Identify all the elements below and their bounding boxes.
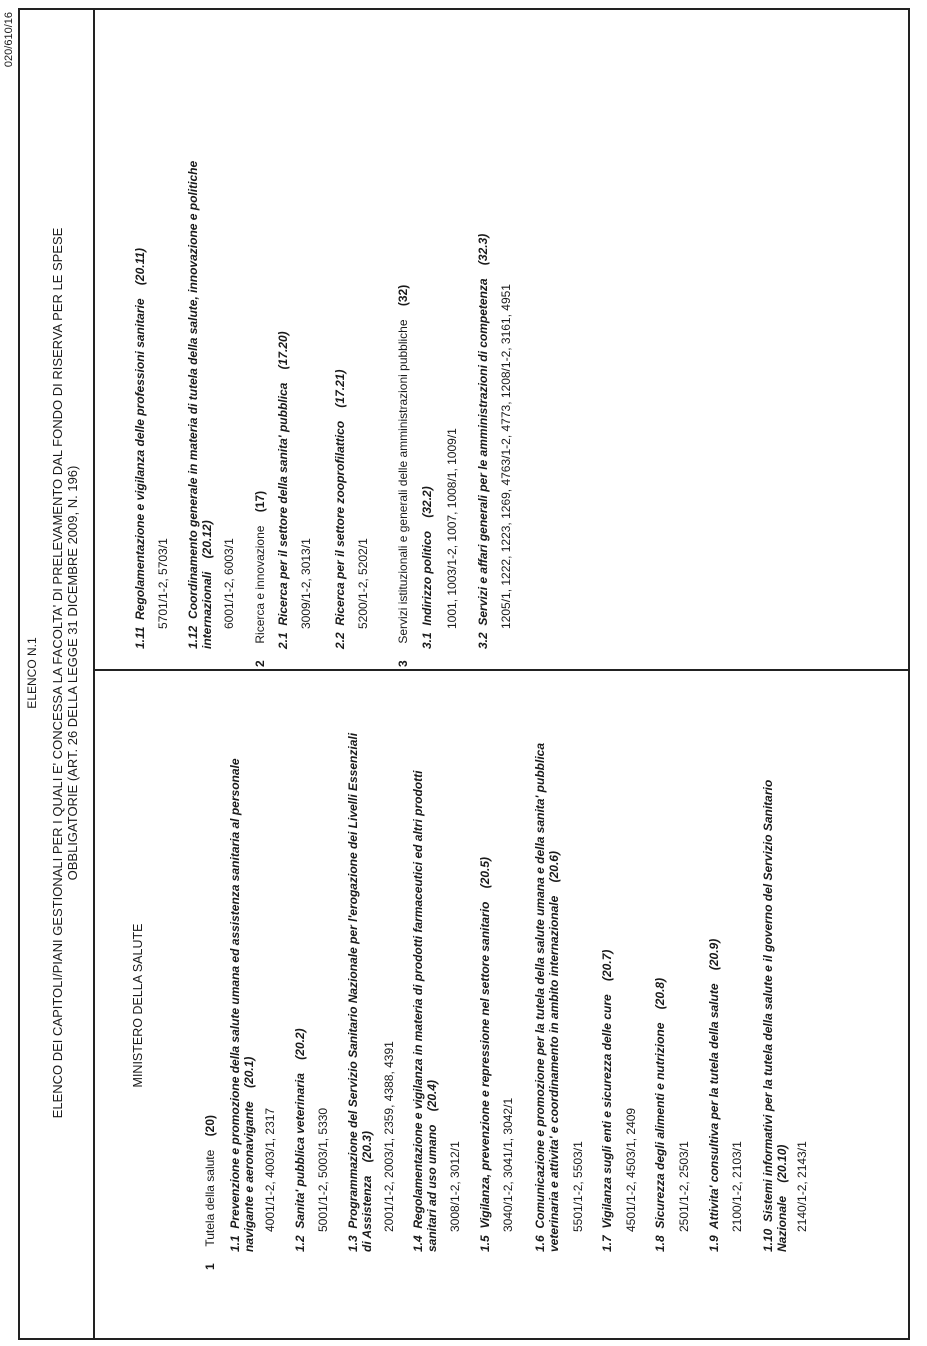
- item-1-10-cont: [775, 1145, 789, 1252]
- section-title: Servizi istituzionali e generali delle amministrazioni pubbliche: [396, 319, 410, 644]
- item-code: (20.8): [653, 977, 667, 1010]
- item-title-line1: Comunicazione e promozione per la tutela della salute umana e della sanita' pubblica: [533, 743, 547, 1229]
- item-title-line1: Prevenzione e promozione della salute umana ed assistenza sanitaria al personale: [228, 758, 242, 1229]
- item-number: 1.1: [228, 1235, 242, 1252]
- item-1-6: [533, 743, 547, 1252]
- item-number: 1.7: [600, 1235, 614, 1252]
- item-1-4-codes: 3008/1-2, 3012/1: [448, 1141, 462, 1232]
- item-1-9: [707, 939, 721, 1252]
- item-2-2: [333, 370, 347, 649]
- section-number: 3: [396, 660, 410, 667]
- item-1-6-codes: 5501/1-2, 5503/1: [571, 1141, 585, 1232]
- item-code: (20.10): [775, 1144, 789, 1183]
- item-1-3-codes: 2001/1-2, 2003/1, 2359, 4388, 4391: [382, 1041, 396, 1232]
- item-code: (20.7): [600, 949, 614, 981]
- item-title-line2: veterinaria e attivita' e coordinamento in ambito internazionale: [547, 895, 561, 1252]
- item-number: 1.6: [533, 1235, 547, 1252]
- item-1-4-cont: [425, 1080, 439, 1252]
- item-title: Vigilanza sugli enti e sicurezza delle cure: [600, 994, 614, 1229]
- item-code: (32.3): [476, 233, 490, 266]
- item-code: (20.6): [547, 851, 561, 883]
- item-number: 1.9: [707, 1235, 721, 1252]
- item-1-7-codes: 4501/1-2, 4503/1, 2409: [624, 1107, 638, 1232]
- item-code: (20.9): [707, 938, 721, 971]
- item-code: (20.4): [425, 1079, 439, 1112]
- item-number: 1.5: [478, 1235, 492, 1252]
- item-1-10-codes: 2140/1-2, 2143/1: [795, 1141, 809, 1232]
- left-column: [93, 671, 809, 1340]
- title-line-1: ELENCO DEI CAPITOLI/PIANI GESTIONALI PER I QUALI E' CONCESSA LA FACOLTA' DI PRELEVAMENTO DAL FONDO DI RISERVA PER LE SPESE: [50, 227, 65, 1119]
- item-number: 2.2: [333, 632, 347, 649]
- section-code: (20): [203, 1115, 217, 1137]
- item-1-1-cont: [242, 1057, 256, 1252]
- item-1-11: [133, 248, 147, 649]
- item-1-2: [293, 1028, 307, 1252]
- ministry-title: MINISTERO DELLA SALUTE: [131, 923, 145, 1088]
- item-number: 1.11: [133, 626, 147, 649]
- item-1-5-codes: 3040/1-2, 3041/1, 3042/1: [501, 1097, 515, 1232]
- elenco-label: ELENCO N.1: [25, 637, 39, 709]
- item-title: Sanita' pubblica veterinaria: [293, 1073, 307, 1229]
- item-2-1-codes: 3009/1-2, 3013/1: [299, 538, 313, 629]
- item-code: (32.2): [420, 486, 434, 518]
- item-3-2-codes: 1205/1, 1222, 1223, 1269, 4763/1-2, 4773, 1208/1-2, 3161, 4951: [499, 284, 513, 629]
- item-1-9-codes: 2100/1-2, 2103/1: [730, 1141, 744, 1232]
- item-title: Servizi e affari generali per le amministrazioni di competenza: [476, 278, 490, 626]
- item-code: (20.5): [478, 856, 492, 889]
- item-1-3-cont: [360, 1131, 374, 1252]
- item-title: Ricerca per il settore della sanita' pubblica: [276, 382, 290, 626]
- item-number: 1.12: [186, 625, 200, 649]
- item-title-line2: sanitari ad uso umano: [425, 1124, 439, 1252]
- item-3-2: [476, 234, 490, 649]
- item-title-line2: internazionali: [200, 571, 214, 649]
- item-title: Regolamentazione e vigilanza delle professioni sanitarie: [133, 298, 147, 620]
- item-title: Vigilanza, prevenzione e repressione nel settore sanitario: [478, 901, 492, 1229]
- item-number: 2.1: [276, 632, 290, 649]
- item-code: (20.2): [293, 1028, 307, 1060]
- item-number: 1.2: [293, 1235, 307, 1252]
- item-title-line2: Nazionale: [775, 1195, 789, 1252]
- item-3-1: [420, 486, 434, 649]
- item-title: Sicurezza degli alimenti e nutrizione: [653, 1022, 667, 1229]
- item-title-line1: Regolamentazione e vigilanza in materia di prodotti farmaceutici ed altri prodotti: [411, 770, 425, 1229]
- item-1-2-codes: 5001/1-2, 5003/1, 5330: [316, 1107, 330, 1232]
- document-header: [25, 0, 81, 1346]
- item-code: (17.21): [333, 369, 347, 408]
- item-number: 3.2: [476, 632, 490, 649]
- item-2-2-codes: 5200/1-2, 5202/1: [356, 538, 370, 629]
- item-1-1-codes: 4001/1-2, 4003/1, 2317: [263, 1107, 277, 1232]
- item-code: (20.1): [242, 1056, 256, 1088]
- item-number: 1.10: [761, 1228, 775, 1252]
- item-1-3: [346, 733, 360, 1252]
- item-code: (17.20): [276, 331, 290, 370]
- item-title-line1: Programmazione del Servizio Sanitario Nazionale per l'erogazione dei Livelli Essenziali: [346, 732, 360, 1229]
- item-title: Ricerca per il settore zooprofilattico: [333, 420, 347, 626]
- item-1-5: [478, 857, 492, 1252]
- section-3: [396, 285, 410, 667]
- item-1-6-cont: [547, 851, 561, 1252]
- column-divider: [93, 669, 910, 671]
- section-number: 1: [203, 1263, 217, 1270]
- section-1: [203, 1115, 217, 1270]
- item-1-10: [761, 780, 775, 1252]
- item-code: (20.3): [360, 1131, 374, 1163]
- item-number: 1.4: [411, 1235, 425, 1252]
- item-title-line1: Sistemi informativi per la tutela della salute e il governo del Servizio Sanitario: [761, 779, 775, 1222]
- item-2-1: [276, 331, 290, 649]
- item-number: 1.8: [653, 1235, 667, 1252]
- item-title: Indirizzo politico: [420, 530, 434, 626]
- item-1-11-codes: 5701/1-2, 5703/1: [156, 538, 170, 629]
- section-number: 2: [253, 660, 267, 667]
- item-1-4: [411, 771, 425, 1252]
- item-1-12-cont: [200, 520, 214, 649]
- item-title: Attivita' consultiva per la tutela della salute: [707, 983, 721, 1230]
- section-title: Ricerca e innovazione: [253, 525, 267, 644]
- item-1-12: [186, 161, 200, 649]
- page-code: 020/610/16: [3, 12, 15, 68]
- title-line-2: OBBLIGATORIE (ART. 26 DELLA LEGGE 31 DICEMBRE 2009, N. 196): [64, 465, 80, 881]
- item-code: (20.11): [133, 247, 147, 286]
- item-1-12-codes: 6001/1-2, 6003/1: [222, 538, 236, 629]
- section-code: (32): [396, 284, 410, 307]
- item-title-line2: navigante e aeronavigante: [242, 1101, 256, 1252]
- item-code: (20.12): [200, 520, 214, 559]
- item-title-line1: Coordinamento generale in materia di tutela della salute, innovazione e politiche: [186, 160, 200, 619]
- item-1-8-codes: 2501/1-2, 2503/1: [677, 1141, 691, 1232]
- section-2: [253, 491, 267, 667]
- item-number: 1.3: [346, 1235, 360, 1252]
- item-1-8: [653, 978, 667, 1252]
- section-title: Tutela della salute: [203, 1149, 217, 1247]
- section-code: (17): [253, 490, 267, 513]
- item-title-line2: di Assistenza: [360, 1175, 374, 1252]
- item-number: 3.1: [420, 632, 434, 649]
- item-1-1: [228, 758, 242, 1252]
- item-1-7: [600, 950, 614, 1252]
- item-3-1-codes: 1001, 1003/1-2, 1007, 1008/1, 1009/1: [445, 428, 459, 629]
